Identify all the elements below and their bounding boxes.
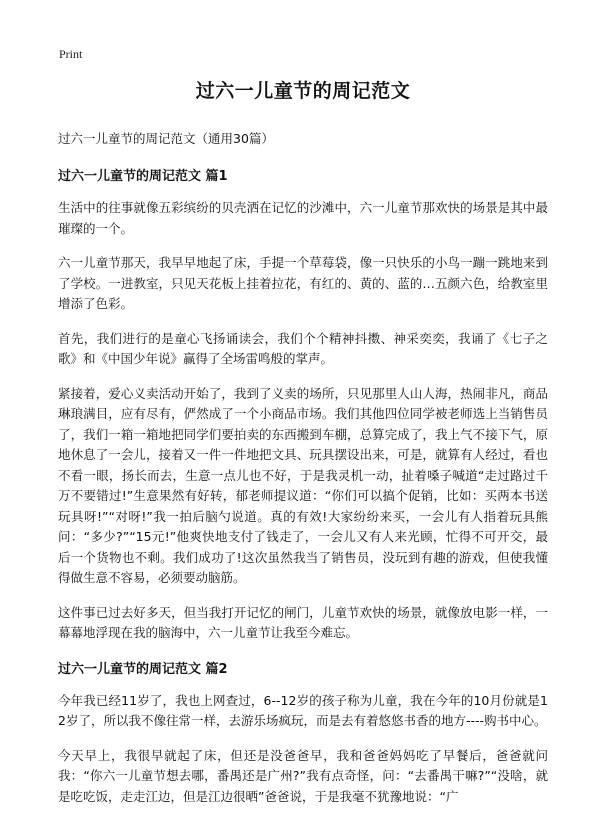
paragraph: 生活中的往事就像五彩缤纷的贝壳洒在记忆的沙滩中，六一儿童节那欢快的场景是其中最璀璨的一个。 <box>58 200 548 236</box>
print-label: Print <box>59 47 83 61</box>
paragraph: 六一儿童节那天，我早早地起了床，手提一个草莓袋，像一只快乐的小鸟一蹦一跳地来到了学校。一进教室，只见天花板上挂着拉花，有红的、黄的、蓝的…五颜六色，给教室里增添了色彩。 <box>58 255 548 311</box>
section-heading: 过六一儿童节的周记范文 篇2 <box>58 661 228 677</box>
page-title: 过六一儿童节的周记范文 <box>195 80 411 102</box>
paragraph: 首先，我们进行的是童心飞扬诵读会，我们个个精神抖擞、神采奕奕，我诵了《七子之歌》和《中国少年说》赢得了全场雷鸣般的掌声。 <box>58 330 548 366</box>
document-subtitle: 过六一儿童节的周记范文（通用30篇） <box>58 131 274 146</box>
paragraph: 今天早上，我很早就起了床，但还是没爸爸早，我和爸爸妈妈吃了早餐后，爸爸就问我：“你六一儿童节想去哪，番禺还是广州?”我有点奇怪，问：“去番禺干嘛?”“没啥，就是吃吃饭，走走江边，但是江边很晒”爸爸说，于是我毫不犹豫地说：“广 <box>58 747 548 804</box>
paragraph: 这件事已过去好多天，但当我打开记忆的闸门，儿童节欢快的场景，就像放电影一样，一幕幕地浮现在我的脑海中，六一儿童节让我至今难忘。 <box>58 604 548 640</box>
paragraph: 紧接着，爱心义卖活动开始了，我到了义卖的场所，只见那里人山人海，热闹非凡，商品琳琅满目，应有尽有，俨然成了一个小商品市场。我们其他四位同学被老师选上当销售员了，我们一箱一箱地把同学们要拍卖的东西搬到车棚，总算完成了，我上气不接下气，原地休息了一会儿，接着又一件一件地把文具、玩具摆设出来，可是，就算有人经过，看也不看一眼，扬长而去，生意一点儿也不好，于是我灵机一动，扯着嗓子喊道“走过路过千万不要错过!”生意果然有好转，郁老师提议道：“你们可以搞个促销，比如：买两本书送玩具呀!”“对呀!”我一拍后脑勺说道。真的有效!大家纷纷来买，一会儿有人指着玩具熊问：“多少?”“15元!”他爽快地支付了钱走了，一会儿又有人来光顾，忙得不可开交，最后一个货物也不剩。我们成功了!这次虽然我当了销售员，没玩到有趣的游戏，但使我懂得做生意不容易，必须要动脑筋。 <box>58 385 548 585</box>
section-heading: 过六一儿童节的周记范文 篇1 <box>58 169 228 184</box>
paragraph: 今年我已经11岁了，我也上网查过，6--12岁的孩子称为儿童，我在今年的10月份就是12岁了，所以我不像往常一样，去游乐场疯玩，而是去有着悠悠书香的地方----购书中心。 <box>58 692 548 728</box>
document-body <box>58 76 548 821</box>
